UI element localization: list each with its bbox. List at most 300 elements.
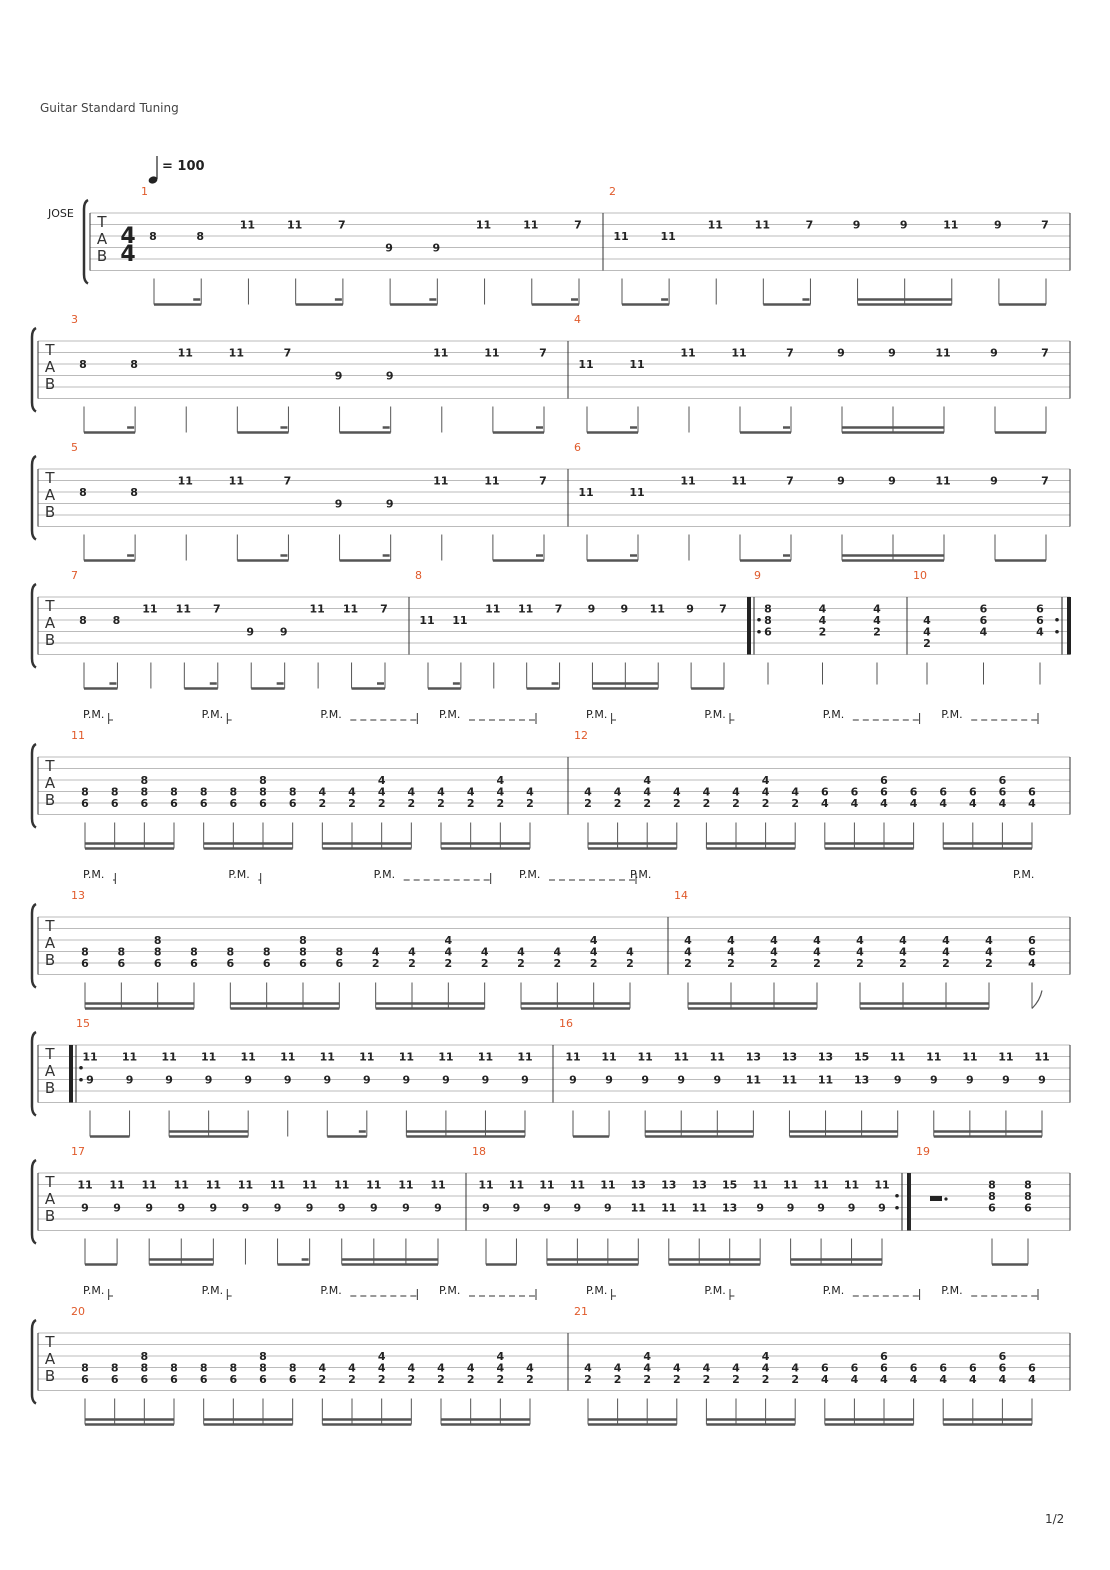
- fret-number: 11: [817, 1073, 834, 1087]
- fret-number: 4: [517, 945, 525, 959]
- fret-number: 6: [979, 602, 988, 616]
- fret-number: 4: [1028, 957, 1036, 970]
- fret-number: 4: [371, 945, 380, 959]
- fret-number: 4: [437, 785, 445, 799]
- fret-number: 13: [722, 1201, 738, 1215]
- tab-clef-letter: A: [44, 486, 56, 504]
- tab-clef-letter: T: [45, 757, 55, 775]
- fret-number: 4: [873, 602, 881, 616]
- fret-number: 9: [847, 1201, 856, 1215]
- fret-number: 11: [287, 218, 303, 232]
- system-bracket: [32, 456, 36, 540]
- fret-number: 4: [496, 1361, 505, 1375]
- fret-number: 11: [649, 602, 665, 616]
- fret-number: 11: [237, 1178, 254, 1192]
- fret-number: 8: [288, 1361, 297, 1375]
- fret-number: 4: [496, 1350, 505, 1363]
- fret-number: 11: [890, 1050, 906, 1064]
- fret-number: 6: [259, 1373, 267, 1386]
- fret-number: 13: [691, 1178, 707, 1192]
- fret-number: 11: [269, 1178, 286, 1192]
- fret-number: 8: [79, 486, 87, 499]
- fret-number: 11: [752, 1178, 768, 1192]
- fret-number: 11: [745, 1073, 762, 1087]
- fret-number: 6: [153, 957, 162, 970]
- fret-number: 11: [484, 474, 500, 488]
- fret-number: 6: [288, 1373, 297, 1386]
- fret-number: 4: [584, 1361, 592, 1375]
- fret-number: 11: [935, 474, 951, 488]
- fret-number: 9: [1002, 1073, 1010, 1087]
- fret-number: 2: [496, 797, 505, 810]
- fret-number: 4: [873, 614, 881, 627]
- fret-number: 11: [109, 1178, 125, 1192]
- fret-number: 9: [385, 241, 393, 255]
- fret-number: 11: [398, 1050, 415, 1064]
- fret-number: 8: [81, 1361, 89, 1375]
- fret-number: 8: [81, 785, 89, 799]
- page-number: 1/2: [1045, 1512, 1065, 1526]
- repeat-dot: [895, 1206, 899, 1210]
- system-bracket: [84, 200, 88, 284]
- repeat-dot: [895, 1194, 899, 1198]
- fret-number: 7: [380, 602, 388, 616]
- tab-clef-letter: A: [44, 934, 56, 952]
- fret-number: 9: [966, 1073, 974, 1087]
- fret-number: 7: [212, 602, 221, 616]
- fret-number: 9: [385, 497, 394, 511]
- tab-clef-letter: B: [44, 1367, 56, 1385]
- fret-number: 2: [899, 957, 907, 970]
- fret-number: 9: [512, 1201, 521, 1215]
- fret-number: 4: [496, 785, 505, 799]
- tempo-marking: = 100: [162, 159, 205, 174]
- fret-number: 13: [630, 1178, 646, 1192]
- fret-number: 2: [613, 1373, 622, 1386]
- fret-number: 7: [539, 346, 547, 360]
- fret-number: 11: [629, 486, 645, 499]
- fret-number: 8: [229, 785, 238, 799]
- fret-number: 9: [686, 602, 694, 616]
- system-bracket: [32, 584, 36, 668]
- half-rest: [930, 1196, 942, 1201]
- fret-number: 11: [709, 1050, 725, 1064]
- fret-number: 6: [1036, 602, 1044, 616]
- measure-number: 19: [916, 1145, 930, 1158]
- fret-number: 9: [990, 346, 998, 360]
- measure-number: 8: [415, 569, 422, 582]
- fret-number: 9: [125, 1073, 134, 1087]
- fret-number: 4: [761, 1361, 770, 1375]
- fret-number: 9: [369, 1201, 378, 1215]
- fret-number: 6: [764, 625, 772, 639]
- fret-number: 8: [79, 614, 87, 627]
- fret-number: 4: [939, 1373, 948, 1386]
- fret-number: 2: [348, 797, 356, 810]
- fret-number: 6: [170, 1373, 178, 1386]
- fret-number: 2: [626, 957, 634, 970]
- tab-clef-letter: T: [97, 213, 107, 231]
- palm-mute-label: P.M.: [373, 868, 396, 881]
- fret-number: 6: [170, 797, 178, 810]
- palm-mute-label: P.M.: [822, 1284, 845, 1297]
- fret-number: 6: [262, 957, 271, 970]
- fret-number: 9: [165, 1073, 173, 1087]
- fret-number: 9: [323, 1073, 332, 1087]
- fret-number: 9: [204, 1073, 213, 1087]
- fret-number: 7: [1041, 218, 1049, 232]
- fret-number: 4: [985, 945, 993, 959]
- tab-clef-letter: B: [44, 375, 56, 393]
- fret-number: 9: [1038, 1073, 1046, 1087]
- fret-number: 11: [874, 1178, 890, 1192]
- fret-number: 2: [584, 797, 592, 810]
- fret-number: 9: [273, 1201, 282, 1215]
- fret-number: 9: [402, 1201, 410, 1215]
- measure-number: 9: [754, 569, 761, 582]
- system-bracket: [32, 904, 36, 988]
- fret-number: 4: [702, 1361, 711, 1375]
- fret-number: 6: [998, 785, 1007, 799]
- fret-number: 4: [589, 945, 598, 959]
- fret-number: 11: [731, 474, 747, 488]
- fret-number: 8: [335, 945, 344, 959]
- fret-number: 4: [761, 1350, 770, 1363]
- fret-number: 2: [348, 1373, 356, 1386]
- fret-number: 4: [408, 945, 416, 959]
- fret-number: 11: [121, 1050, 138, 1064]
- fret-number: 7: [338, 218, 346, 232]
- fret-number: 4: [818, 602, 827, 616]
- fret-number: 9: [677, 1073, 686, 1087]
- tab-clef-letter: B: [44, 631, 56, 649]
- fret-number: 2: [407, 1373, 416, 1386]
- fret-number: 11: [630, 1201, 646, 1215]
- fret-number: 8: [112, 614, 121, 627]
- palm-mute-label: P.M.: [822, 708, 845, 721]
- fret-number: 2: [517, 957, 525, 970]
- fret-number: 2: [437, 797, 445, 810]
- fret-number: 11: [398, 1178, 414, 1192]
- fret-number: 6: [880, 1350, 888, 1363]
- fret-number: 11: [661, 1201, 677, 1215]
- fret-number: 6: [979, 614, 988, 627]
- fret-number: 9: [362, 1073, 371, 1087]
- fret-number: 6: [998, 1350, 1007, 1363]
- fret-number: 9: [434, 1201, 442, 1215]
- fret-number: 11: [173, 1178, 189, 1192]
- fret-number: 11: [569, 1178, 586, 1192]
- fret-number: 9: [899, 218, 908, 232]
- fret-number: 11: [484, 346, 500, 360]
- fret-number: 2: [761, 1373, 770, 1386]
- fret-number: 2: [371, 957, 380, 970]
- fret-number: 11: [359, 1050, 375, 1064]
- fret-number: 6: [140, 797, 149, 810]
- fret-number: 9: [334, 497, 343, 511]
- fret-number: 11: [280, 1050, 296, 1064]
- fret-number: 11: [342, 602, 359, 616]
- fret-number: 7: [539, 474, 547, 488]
- tab-clef-letter: A: [44, 1350, 56, 1368]
- fret-number: 6: [909, 1361, 918, 1375]
- fret-number: 9: [244, 1073, 253, 1087]
- fret-number: 9: [334, 369, 343, 383]
- fret-number: 11: [141, 1178, 157, 1192]
- fret-number: 4: [377, 785, 386, 799]
- fret-number: 11: [319, 1050, 335, 1064]
- fret-number: 8: [299, 934, 307, 947]
- palm-mute-label: P.M.: [704, 708, 726, 721]
- fret-number: 11: [578, 358, 594, 371]
- fret-number: 11: [301, 1178, 318, 1192]
- fret-number: 6: [190, 957, 198, 970]
- fret-number: 11: [680, 474, 696, 488]
- fret-number: 4: [377, 774, 386, 787]
- fret-number: 4: [732, 1361, 740, 1375]
- fret-number: 8: [226, 945, 235, 959]
- repeat-start-bar: [747, 597, 751, 655]
- repeat-dot: [757, 630, 761, 634]
- system-bracket: [32, 744, 36, 828]
- fret-number: 4: [998, 797, 1007, 810]
- fret-number: 8: [153, 934, 162, 947]
- fret-number: 4: [818, 614, 827, 627]
- fret-number: 11: [962, 1050, 978, 1064]
- fret-number: 8: [170, 785, 178, 799]
- fret-number: 4: [589, 934, 598, 947]
- fret-number: 9: [756, 1201, 764, 1215]
- fret-number: 11: [680, 346, 696, 360]
- fret-number: 2: [732, 797, 740, 810]
- fret-number: 4: [850, 1373, 859, 1386]
- fret-number: 9: [990, 474, 998, 488]
- fret-number: 11: [660, 230, 676, 243]
- fret-number: 6: [1028, 934, 1036, 947]
- measure-number: 10: [913, 569, 927, 582]
- fret-number: 8: [199, 1361, 208, 1375]
- fret-number: 2: [873, 625, 881, 639]
- fret-number: 4: [727, 945, 735, 959]
- fret-number: 2: [672, 797, 681, 810]
- fret-number: 7: [1041, 474, 1049, 488]
- fret-number: 9: [521, 1073, 529, 1087]
- fret-number: 6: [110, 1373, 119, 1386]
- palm-mute-label: P.M.: [83, 1284, 105, 1297]
- fret-number: 13: [745, 1050, 762, 1064]
- fret-number: 11: [177, 346, 193, 360]
- system-bracket: [32, 1032, 36, 1116]
- fret-number: 6: [1028, 945, 1036, 959]
- tab-clef-letter: B: [96, 247, 108, 265]
- fret-number: 6: [335, 957, 344, 970]
- fret-number: 4: [643, 1361, 652, 1375]
- fret-number: 4: [643, 1350, 652, 1363]
- fret-number: 11: [161, 1050, 177, 1064]
- fret-number: 6: [939, 1361, 948, 1375]
- fret-number: 11: [508, 1178, 525, 1192]
- fret-number: 4: [1028, 1373, 1036, 1386]
- fret-number: 4: [466, 1361, 475, 1375]
- fret-number: 8: [110, 785, 119, 799]
- fret-number: 11: [613, 230, 629, 243]
- fret-number: 9: [817, 1201, 825, 1215]
- fret-number: 4: [850, 797, 859, 810]
- measure-number: 17: [71, 1145, 85, 1158]
- fret-number: 4: [553, 945, 562, 959]
- fret-number: 2: [584, 1373, 592, 1386]
- fret-number: 4: [899, 945, 907, 959]
- fret-number: 6: [81, 1373, 89, 1386]
- fret-number: 4: [626, 945, 634, 959]
- measure-number: 18: [472, 1145, 486, 1158]
- fret-number: 11: [629, 358, 645, 371]
- fret-number: 4: [923, 614, 931, 627]
- palm-mute-label: P.M.: [1013, 868, 1035, 881]
- fret-number: 2: [702, 1373, 711, 1386]
- fret-number: 11: [673, 1050, 689, 1064]
- fret-number: 2: [466, 797, 475, 810]
- fret-number: 2: [942, 957, 950, 970]
- rest-dot: [944, 1197, 947, 1200]
- fret-number: 9: [177, 1201, 186, 1215]
- fret-number: 7: [786, 474, 794, 488]
- fret-number: 6: [1028, 785, 1036, 799]
- fret-number: 2: [553, 957, 562, 970]
- fret-number: 7: [805, 218, 814, 232]
- fret-number: 11: [77, 1178, 93, 1192]
- fret-number: 8: [259, 785, 267, 799]
- fret-number: 4: [526, 1361, 534, 1375]
- fret-number: 2: [732, 1373, 740, 1386]
- fret-number: 6: [81, 957, 89, 970]
- fret-number: 4: [880, 797, 888, 810]
- fret-number: 2: [702, 797, 711, 810]
- fret-number: 13: [661, 1178, 677, 1192]
- measure-number: 2: [609, 185, 616, 198]
- repeat-dot: [1055, 618, 1059, 622]
- fret-number: 6: [968, 785, 977, 799]
- fret-number: 13: [817, 1050, 834, 1064]
- fret-number: 11: [935, 346, 951, 360]
- fret-number: 6: [229, 1373, 238, 1386]
- fret-number: 8: [764, 614, 772, 627]
- fret-number: 11: [782, 1178, 799, 1192]
- fret-number: 11: [239, 218, 256, 232]
- palm-mute-label: P.M.: [704, 1284, 726, 1297]
- fret-number: 11: [601, 1050, 617, 1064]
- fret-number: 11: [781, 1073, 798, 1087]
- fret-number: 4: [526, 785, 534, 799]
- fret-number: 11: [691, 1201, 707, 1215]
- fret-number: 4: [942, 945, 950, 959]
- fret-number: 11: [433, 346, 449, 360]
- fret-number: 6: [850, 1361, 859, 1375]
- fret-number: 13: [853, 1073, 870, 1087]
- fret-number: 9: [385, 369, 394, 383]
- fret-number: 11: [366, 1178, 382, 1192]
- fret-number: 9: [432, 241, 441, 255]
- fret-number: 2: [408, 957, 416, 970]
- fret-number: 4: [856, 945, 864, 959]
- fret-number: 11: [177, 474, 193, 488]
- fret-number: 4: [761, 774, 770, 787]
- fret-number: 8: [153, 945, 162, 959]
- fret-number: 8: [229, 1361, 238, 1375]
- fret-number: 9: [209, 1201, 218, 1215]
- fret-number: 4: [732, 785, 740, 799]
- fret-number: 4: [480, 945, 489, 959]
- fret-number: 6: [820, 1361, 829, 1375]
- palm-mute-label: P.M.: [439, 1284, 461, 1297]
- fret-number: 6: [299, 957, 307, 970]
- tab-clef-letter: T: [45, 1045, 55, 1063]
- fret-number: 6: [1024, 1201, 1032, 1215]
- fret-number: 2: [985, 957, 993, 970]
- fret-number: 6: [110, 797, 119, 810]
- fret-number: 4: [820, 797, 829, 810]
- fret-number: 6: [259, 797, 267, 810]
- fret-number: 11: [433, 474, 449, 488]
- fret-number: 6: [199, 1373, 208, 1386]
- fret-number: 8: [140, 1361, 149, 1375]
- fret-number: 6: [226, 957, 235, 970]
- fret-number: 4: [407, 1361, 416, 1375]
- measure-number: 21: [574, 1305, 588, 1318]
- fret-number: 4: [444, 945, 453, 959]
- fret-number: 7: [574, 218, 582, 232]
- fret-number: 11: [475, 218, 492, 232]
- fret-number: 8: [140, 785, 149, 799]
- fret-number: 7: [283, 346, 292, 360]
- fret-number: 11: [142, 602, 158, 616]
- fret-number: 6: [850, 785, 859, 799]
- fret-number: 4: [407, 785, 416, 799]
- palm-mute-label: P.M.: [320, 708, 342, 721]
- fret-number: 4: [684, 934, 692, 947]
- fret-number: 11: [240, 1050, 256, 1064]
- fret-number: 4: [985, 934, 993, 947]
- fret-number: 8: [190, 945, 198, 959]
- fret-number: 2: [672, 1373, 681, 1386]
- repeat-end-bar: [1067, 597, 1071, 655]
- fret-number: 8: [259, 1361, 267, 1375]
- measure-number: 3: [71, 313, 78, 326]
- fret-number: 11: [754, 218, 770, 232]
- fret-number: 11: [309, 602, 325, 616]
- palm-mute-label: P.M.: [320, 1284, 342, 1297]
- fret-number: 2: [589, 957, 598, 970]
- fret-number: 8: [130, 358, 138, 371]
- tab-clef-letter: A: [44, 614, 56, 632]
- fret-number: 7: [719, 602, 727, 616]
- palm-mute-label: P.M.: [586, 1284, 608, 1297]
- fret-number: 4: [923, 625, 931, 639]
- fret-number: 2: [480, 957, 489, 970]
- fret-number: 11: [477, 1050, 494, 1064]
- fret-number: 11: [539, 1178, 555, 1192]
- fret-number: 9: [569, 1073, 577, 1087]
- fret-number: 6: [880, 785, 888, 799]
- fret-number: 9: [837, 474, 845, 488]
- fret-number: 11: [943, 218, 959, 232]
- fret-number: 2: [856, 957, 864, 970]
- fret-number: 2: [466, 1373, 475, 1386]
- fret-number: 7: [1041, 346, 1049, 360]
- fret-number: 4: [496, 774, 505, 787]
- fret-number: 4: [672, 785, 681, 799]
- fret-number: 2: [613, 797, 622, 810]
